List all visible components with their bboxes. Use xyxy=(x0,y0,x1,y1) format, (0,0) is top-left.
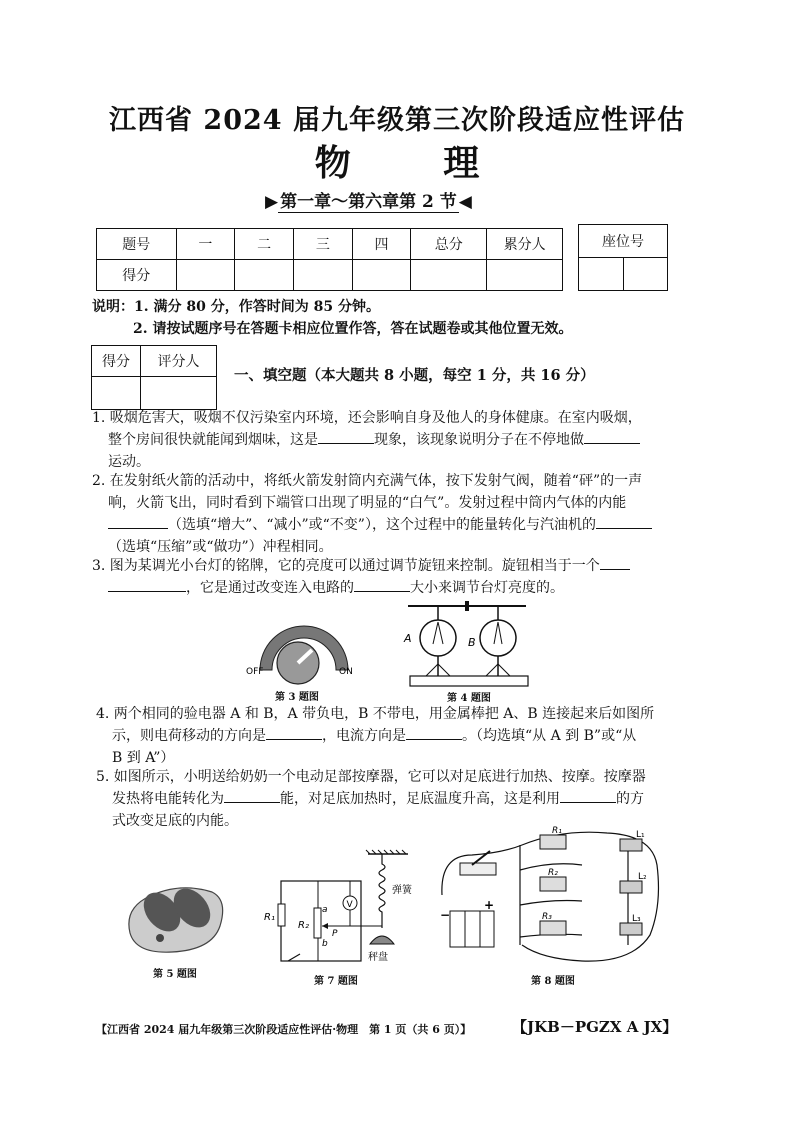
q4-line xyxy=(96,725,726,747)
q5-text: 能，对足底加热时，足底温度升高，这是利用 xyxy=(280,791,560,807)
q2-line xyxy=(92,514,722,536)
q3-text: 大小来调节台灯亮度的。 xyxy=(410,580,564,596)
bulb-l3-icon xyxy=(620,923,642,935)
answer-blank[interactable] xyxy=(560,788,616,803)
seat-table xyxy=(578,224,668,291)
answer-blank[interactable] xyxy=(584,429,640,444)
q1-line xyxy=(92,429,722,451)
q3-line xyxy=(92,555,722,577)
scope-text: 第一章～第六章第 2 节 xyxy=(280,192,457,212)
q4-text: ，电流方向是 xyxy=(322,728,406,744)
battery-plus-label: + xyxy=(484,898,495,912)
q4-line: 4. 两个相同的验电器 A 和 B，A 带负电，B 不带电，用金属棒把 A、B 连接起来后如图所 xyxy=(96,706,655,722)
fig8-physical-circuit xyxy=(432,825,667,970)
score-row-label: 得分 xyxy=(97,260,177,291)
q1-text: 现象，该现象说明分子在不停地做 xyxy=(374,432,584,448)
q2-text: （选填“增大”、“减小”或“不变”），这个过程中的能量转化与汽油机的 xyxy=(168,517,596,533)
fig8-l1-label: L₁ xyxy=(636,830,645,840)
triangle-left-icon: ◀ xyxy=(458,192,472,212)
fig8-caption: 第 8 题图 xyxy=(531,976,575,987)
score-blank-cell[interactable] xyxy=(411,260,487,291)
q3-text: ，它是通过改变连入电路的 xyxy=(186,580,354,596)
score-table-header-row xyxy=(97,229,563,260)
fig4-label-a: A xyxy=(404,632,412,645)
answer-blank[interactable] xyxy=(266,725,322,740)
q1-line: 运动。 xyxy=(108,454,150,470)
section-grader-label: 评分人 xyxy=(141,346,217,377)
score-cell: 累分人 xyxy=(487,229,563,260)
answer-blank[interactable] xyxy=(108,577,186,592)
score-cell: 四 xyxy=(352,229,411,260)
electroscope-b-icon xyxy=(480,620,516,656)
fig7-r1-label: R₁ xyxy=(264,912,275,923)
fig8-l2-label: L₂ xyxy=(638,872,647,882)
resistor-r3-icon xyxy=(540,921,566,935)
answer-blank[interactable] xyxy=(318,429,374,444)
answer-blank[interactable] xyxy=(600,555,630,570)
question-5 xyxy=(96,766,726,832)
r1-resistor xyxy=(278,904,285,926)
page-footer: 【江西省 2024 届九年级第三次阶段适应性评估·物理 第 1 页（共 6 页）】 xyxy=(96,1023,472,1036)
triangle-right-icon: ▶ xyxy=(265,192,279,212)
score-blank-cell[interactable] xyxy=(487,260,563,291)
seat-blank-cell[interactable] xyxy=(579,258,624,291)
resistor-r1-icon xyxy=(540,835,566,849)
rod-handle xyxy=(465,601,469,611)
q3-text: 3. 图为某调光小台灯的铭牌，它的亮度可以通过调节旋钮来控制。旋钮相当于一个 xyxy=(92,558,600,574)
answer-blank[interactable] xyxy=(406,725,462,740)
scale-pan xyxy=(370,936,394,944)
fig4-base xyxy=(410,676,528,686)
question-1 xyxy=(92,407,722,473)
switch-base xyxy=(460,863,496,875)
fig4-label-b: B xyxy=(468,636,476,649)
section-grader-blank[interactable] xyxy=(141,377,217,410)
switch-icon xyxy=(288,954,300,961)
question-3 xyxy=(92,555,722,599)
fig8-r3-label: R₃ xyxy=(542,912,552,922)
bulb-l1-icon xyxy=(620,839,642,851)
bulb-l2-icon xyxy=(620,881,642,893)
q4-text: 。（均选填“从 A 到 B”或“从 xyxy=(462,728,637,744)
q2-line: 2. 在发射纸火箭的活动中，将纸火箭发射筒内充满气体，按下发射气阀，随着“砰”的一声 xyxy=(92,473,643,489)
section-score-blank[interactable] xyxy=(92,377,141,410)
fig3-off-label: OFF xyxy=(246,667,264,677)
fig7-pan-label: 秤盘 xyxy=(368,952,388,963)
battery-minus-label: − xyxy=(440,908,451,922)
fig8-r1-label: R₁ xyxy=(552,826,562,836)
fig8-r2-label: R₂ xyxy=(548,868,558,878)
seat-blank-cell[interactable] xyxy=(623,258,668,291)
score-table-score-row xyxy=(97,260,563,291)
score-blank-cell[interactable] xyxy=(293,260,352,291)
answer-blank[interactable] xyxy=(224,788,280,803)
score-cell: 三 xyxy=(293,229,352,260)
seat-label: 座位号 xyxy=(579,225,668,258)
exam-title: 江西省 2024 届九年级第三次阶段适应性评估 xyxy=(109,105,685,136)
q2-line: （选填“压缩”或“做功”）冲程相同。 xyxy=(108,539,333,555)
score-table xyxy=(96,228,563,291)
voltmeter-label: V xyxy=(346,900,353,910)
resistor-r2-icon xyxy=(540,877,566,891)
answer-blank[interactable] xyxy=(108,514,168,529)
q5-line: 式改变足底的内能。 xyxy=(112,813,238,829)
fig7-caption: 第 7 题图 xyxy=(314,976,358,987)
section-heading: 一、填空题（本大题共 8 小题，每空 1 分，共 16 分） xyxy=(234,367,595,384)
q5-line: 5. 如图所示，小明送给奶奶一个电动足部按摩器，它可以对足底进行加热、按摩。按摩器 xyxy=(96,769,646,785)
fig7-scale-circuit xyxy=(258,848,418,970)
fig3-on-label: ON xyxy=(339,667,353,677)
answer-blank[interactable] xyxy=(596,514,652,529)
answer-blank[interactable] xyxy=(354,577,410,592)
q5-line xyxy=(96,788,726,810)
fig7-spring-label: 弹簧 xyxy=(392,885,412,896)
section-score-box xyxy=(91,345,217,410)
score-cell: 二 xyxy=(235,229,294,260)
r2-resistor xyxy=(314,908,321,938)
section-score-label: 得分 xyxy=(92,346,141,377)
paper-code: 【JKB－PGZX A JX】 xyxy=(512,1018,678,1036)
fig7-r2-label: R₂ xyxy=(298,920,309,931)
electroscope-a-icon xyxy=(420,620,456,656)
fig7-b-label: b xyxy=(322,939,328,949)
subject-title: 物 理 xyxy=(314,142,520,184)
q4-text: 示，则电荷移动的方向是 xyxy=(112,728,266,744)
fig3-caption: 第 3 题图 xyxy=(275,692,319,703)
fig8-l3-label: L₃ xyxy=(632,914,641,924)
note-line-2: 2. 请按试题序号在答题卡相应位置作答，答在试题卷或其他位置无效。 xyxy=(133,321,573,337)
question-4 xyxy=(96,703,726,769)
q1-text: 整个房间很快就能闻到烟味，这是 xyxy=(108,432,318,448)
score-cell: 一 xyxy=(176,229,235,260)
q5-text: 发热将电能转化为 xyxy=(112,791,224,807)
question-2 xyxy=(92,470,722,558)
fig5-foot-massager xyxy=(120,878,230,960)
spring-icon xyxy=(379,854,385,928)
fig5-caption: 第 5 题图 xyxy=(153,969,197,980)
fig4-electroscopes xyxy=(398,596,534,692)
score-blank-cell[interactable] xyxy=(352,260,411,291)
note-line-1: 说明：1. 满分 80 分，作答时间为 85 分钟。 xyxy=(92,299,380,315)
q5-text: 的方 xyxy=(616,791,644,807)
score-cell: 题号 xyxy=(97,229,177,260)
score-blank-cell[interactable] xyxy=(176,260,235,291)
score-blank-cell[interactable] xyxy=(235,260,294,291)
fig7-p-label: P xyxy=(332,929,338,939)
fig4-caption: 第 4 题图 xyxy=(447,693,491,704)
massager-button-icon xyxy=(156,934,164,942)
scope-line xyxy=(265,187,472,212)
q2-line: 响，火箭飞出，同时看到下端管口出现了明显的“白气”。发射过程中筒内气体的内能 xyxy=(108,495,627,511)
score-cell: 总分 xyxy=(411,229,487,260)
q1-line: 1. 吸烟危害大，吸烟不仅污染室内环境，还会影响自身及他人的身体健康。在室内吸烟， xyxy=(92,410,642,426)
battery-box-icon xyxy=(450,911,494,947)
fig7-a-label: a xyxy=(322,905,328,915)
slider-p-icon xyxy=(322,923,328,929)
q4-line: B 到 A”） xyxy=(112,750,175,766)
